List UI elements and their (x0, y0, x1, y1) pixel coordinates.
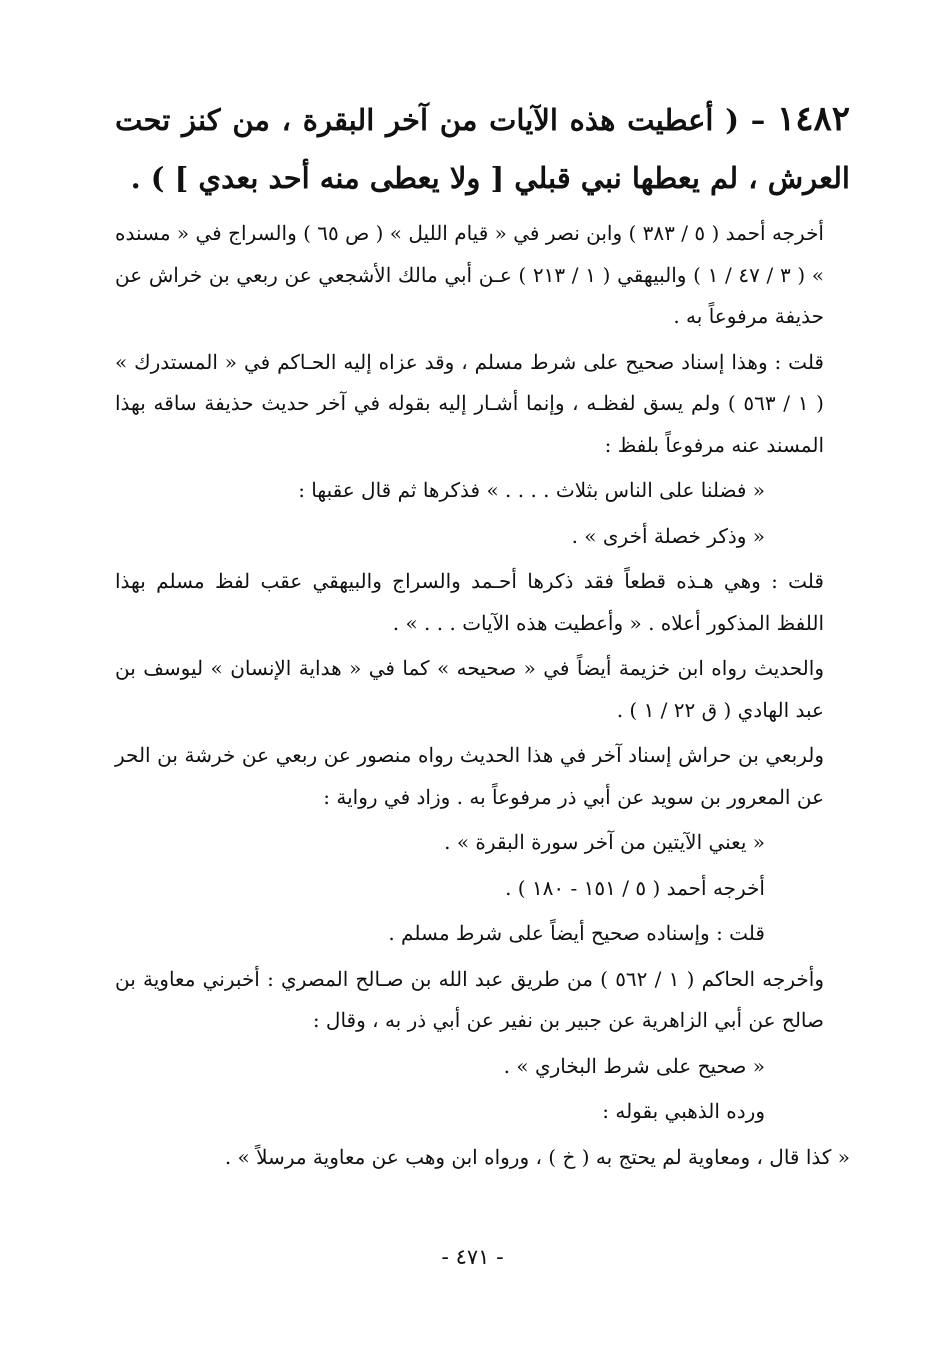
paragraph-hakim: وأخرجه الحاكم ( ١ / ٥٦٢ ) من طريق عبد الله بن صـالح المصري : أخبرني معاوية بن صالح عن أبي الزاهرية عن جبير بن نفير عن أبي ذر به ، وقال : (115, 966, 825, 1032)
paragraph-ibn-khuzayma: والحديث رواه ابن خزيمة أيضاً في « صحيحه » كما في « هداية الإنسان » ليوسف بن عبد الهادي ( ق ٢٢ / ١ ) . (115, 656, 824, 722)
hadith-dash: – (738, 103, 777, 137)
paragraph-ribi-isnad: ولربعي بن حراش إسناد آخر في هذا الحديث رواه منصور عن ربعي عن خرشة بن الحر عن المعرور بن سويد عن أبي ذر مرفوعاً به . وزاد في رواية : (115, 743, 824, 809)
quote-dhahabi-text: « كذا قال ، ومعاوية لم يحتج به ( خ ) ، ورواه ابن وهب عن معاوية مرسلاً » . (224, 1144, 850, 1169)
line-akhrajahu-ahmad: أخرجه أحمد ( ٥ / ١٥١ - ١٨٠ ) . (505, 875, 765, 900)
commentary (115, 213, 850, 1178)
quote-bukhari: « صحيح على شرط البخاري » . (503, 1053, 765, 1078)
hadith-text-line2: تحت العرش ، لم يعطها نبي قبلي [ ولا يعطى منه أحد بعدي ] ) . (115, 103, 850, 195)
page-number: - ٤٧١ - (441, 1245, 504, 1269)
hadith-number: ١٤٨٢ (776, 99, 850, 139)
paragraph-isnad-sahih: قلت : وهذا إسناد صحيح على شرط مسلم ، وقد عزاه إليه الحـاكم في « المستدرك » ( ١ / ٥٦٣ ) ولم يسق لفظـه ، وإنما أشـار إليه بقوله في آخر حديث حذيفة ساقه بهذا المسند عنه مرفوعاً بلفظ : (115, 349, 824, 457)
line-dhahabi: ورده الذهبي بقوله : (602, 1099, 765, 1123)
hadith-text-line1: ( أعطيت هذه الآيات من آخر البقرة ، من كنز (182, 103, 739, 137)
quote-fudilna: « فضلنا على الناس بثلاث . . . . » فذكرها ثم قال عقبها : (298, 478, 765, 502)
line-isnaduhu-sahih: قلت : وإسناده صحيح أيضاً على شرط مسلم . (388, 921, 765, 945)
paragraph-qutan: قلت : وهي هـذه قطعاً فقد ذكرها أحـمد والسراج والبيهقي عقب لفظ مسلم بهذا اللفظ المذكور أعلاه . « وأعطيت هذه الآيات . . . » . (115, 569, 824, 635)
paragraph-takhrij-ahmad: أخرجه أحمد ( ٥ / ٣٨٣ ) وابن نصر في « قيام الليل » ( ص ٦٥ ) والسراج في « مسنده » ( ٣ / ٤٧ / ١ ) والبيهقي ( ١ / ٢١٣ ) عـن أبي مالك الأشجعي عن ربعي بن خراش عن حذيفة مرفوعاً به . (114, 221, 825, 328)
hadith-heading (115, 90, 850, 207)
quote-ayatayn: « يعني الآيتين من آخر سورة البقرة » . (444, 830, 765, 854)
page-body (115, 90, 850, 1182)
quote-khasla: « وذكر خصلة أخرى » . (571, 523, 765, 548)
